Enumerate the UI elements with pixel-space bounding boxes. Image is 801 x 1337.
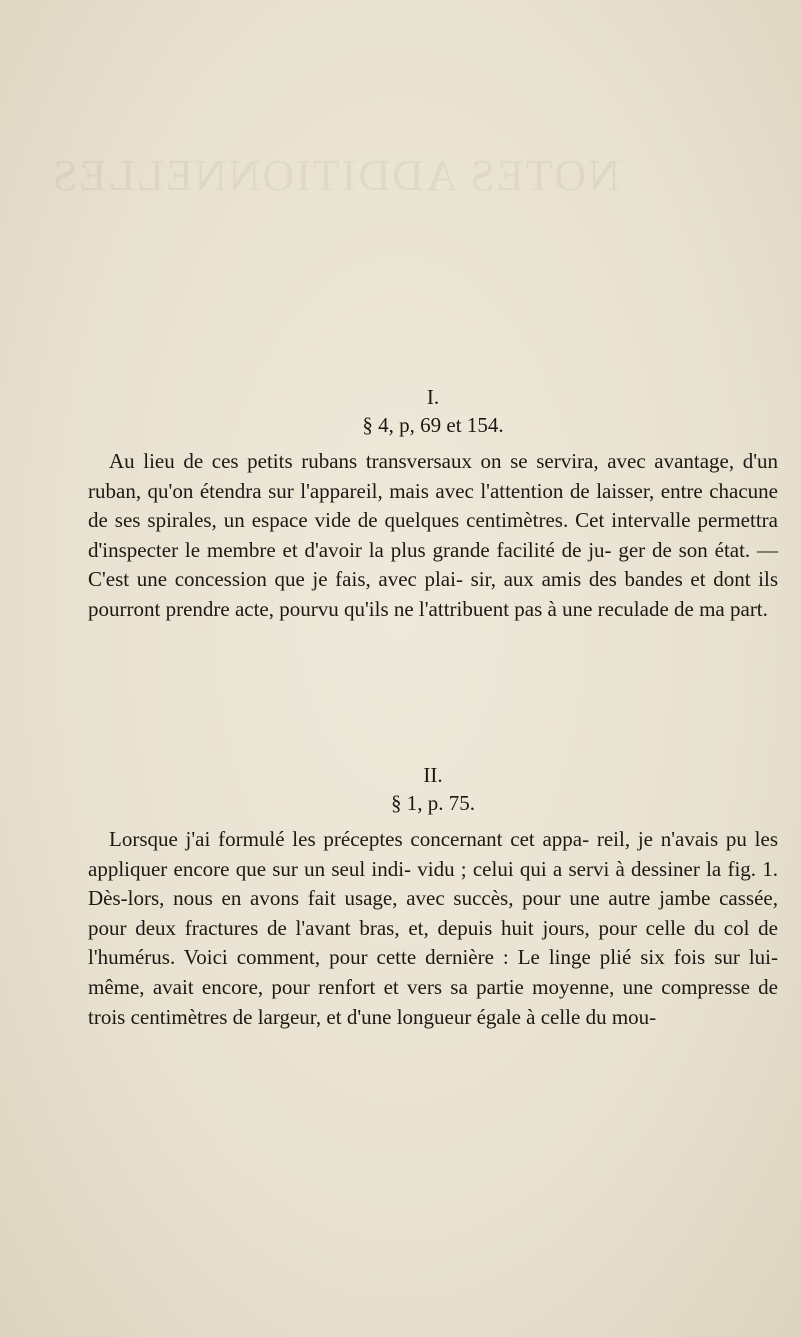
section-two-paragraph: Lorsque j'ai formulé les préceptes concernant cet appa- reil, je n'avais pu les appliquer encore que sur un seul indi- vidu ; celui qui a servi à dessiner la fig. 1. Dès-lors, nous en avons fait usage, avec succès, pour une autre jambe cassée, pour deux fractures de l'avant bras, et, depuis huit jours, pour celle du col de l'humérus. Voici comment, pour cette dernière : Le linge plié six fois sur lui-même, avait encore, pour renfort et vers sa partie moyenne, une compresse de trois centimètres de largeur, et d'une longueur égale à celle du mou- (88, 827, 778, 1029)
show-through-text: NOTES ADDITIONNELLES (50, 151, 620, 200)
section-one-reference: § 4, p, 69 et 154. (362, 413, 504, 437)
section-two-body (88, 825, 778, 1032)
section-two-numeral: II. (423, 763, 443, 787)
section-one-paragraph: Au lieu de ces petits rubans transversaux on se servira, avec avantage, d'un ruban, qu'on étendra sur l'appareil, mais avec l'attention de laisser, entre chacune de ses spirales, un espace vide de quelques centimètres. Cet intervalle permettra d'inspecter le membre et d'avoir la plus grande facilité de ju- ger de son état. — C'est une concession que je fais, avec plai- sir, aux amis des bandes et dont ils pourront prendre acte, pourvu qu'ils ne l'attribuent pas à une reculade de ma part. (88, 449, 778, 621)
section-one-body (88, 447, 778, 625)
section-two-reference: § 1, p. 75. (391, 791, 475, 815)
section-one-numeral: I. (426, 385, 440, 409)
